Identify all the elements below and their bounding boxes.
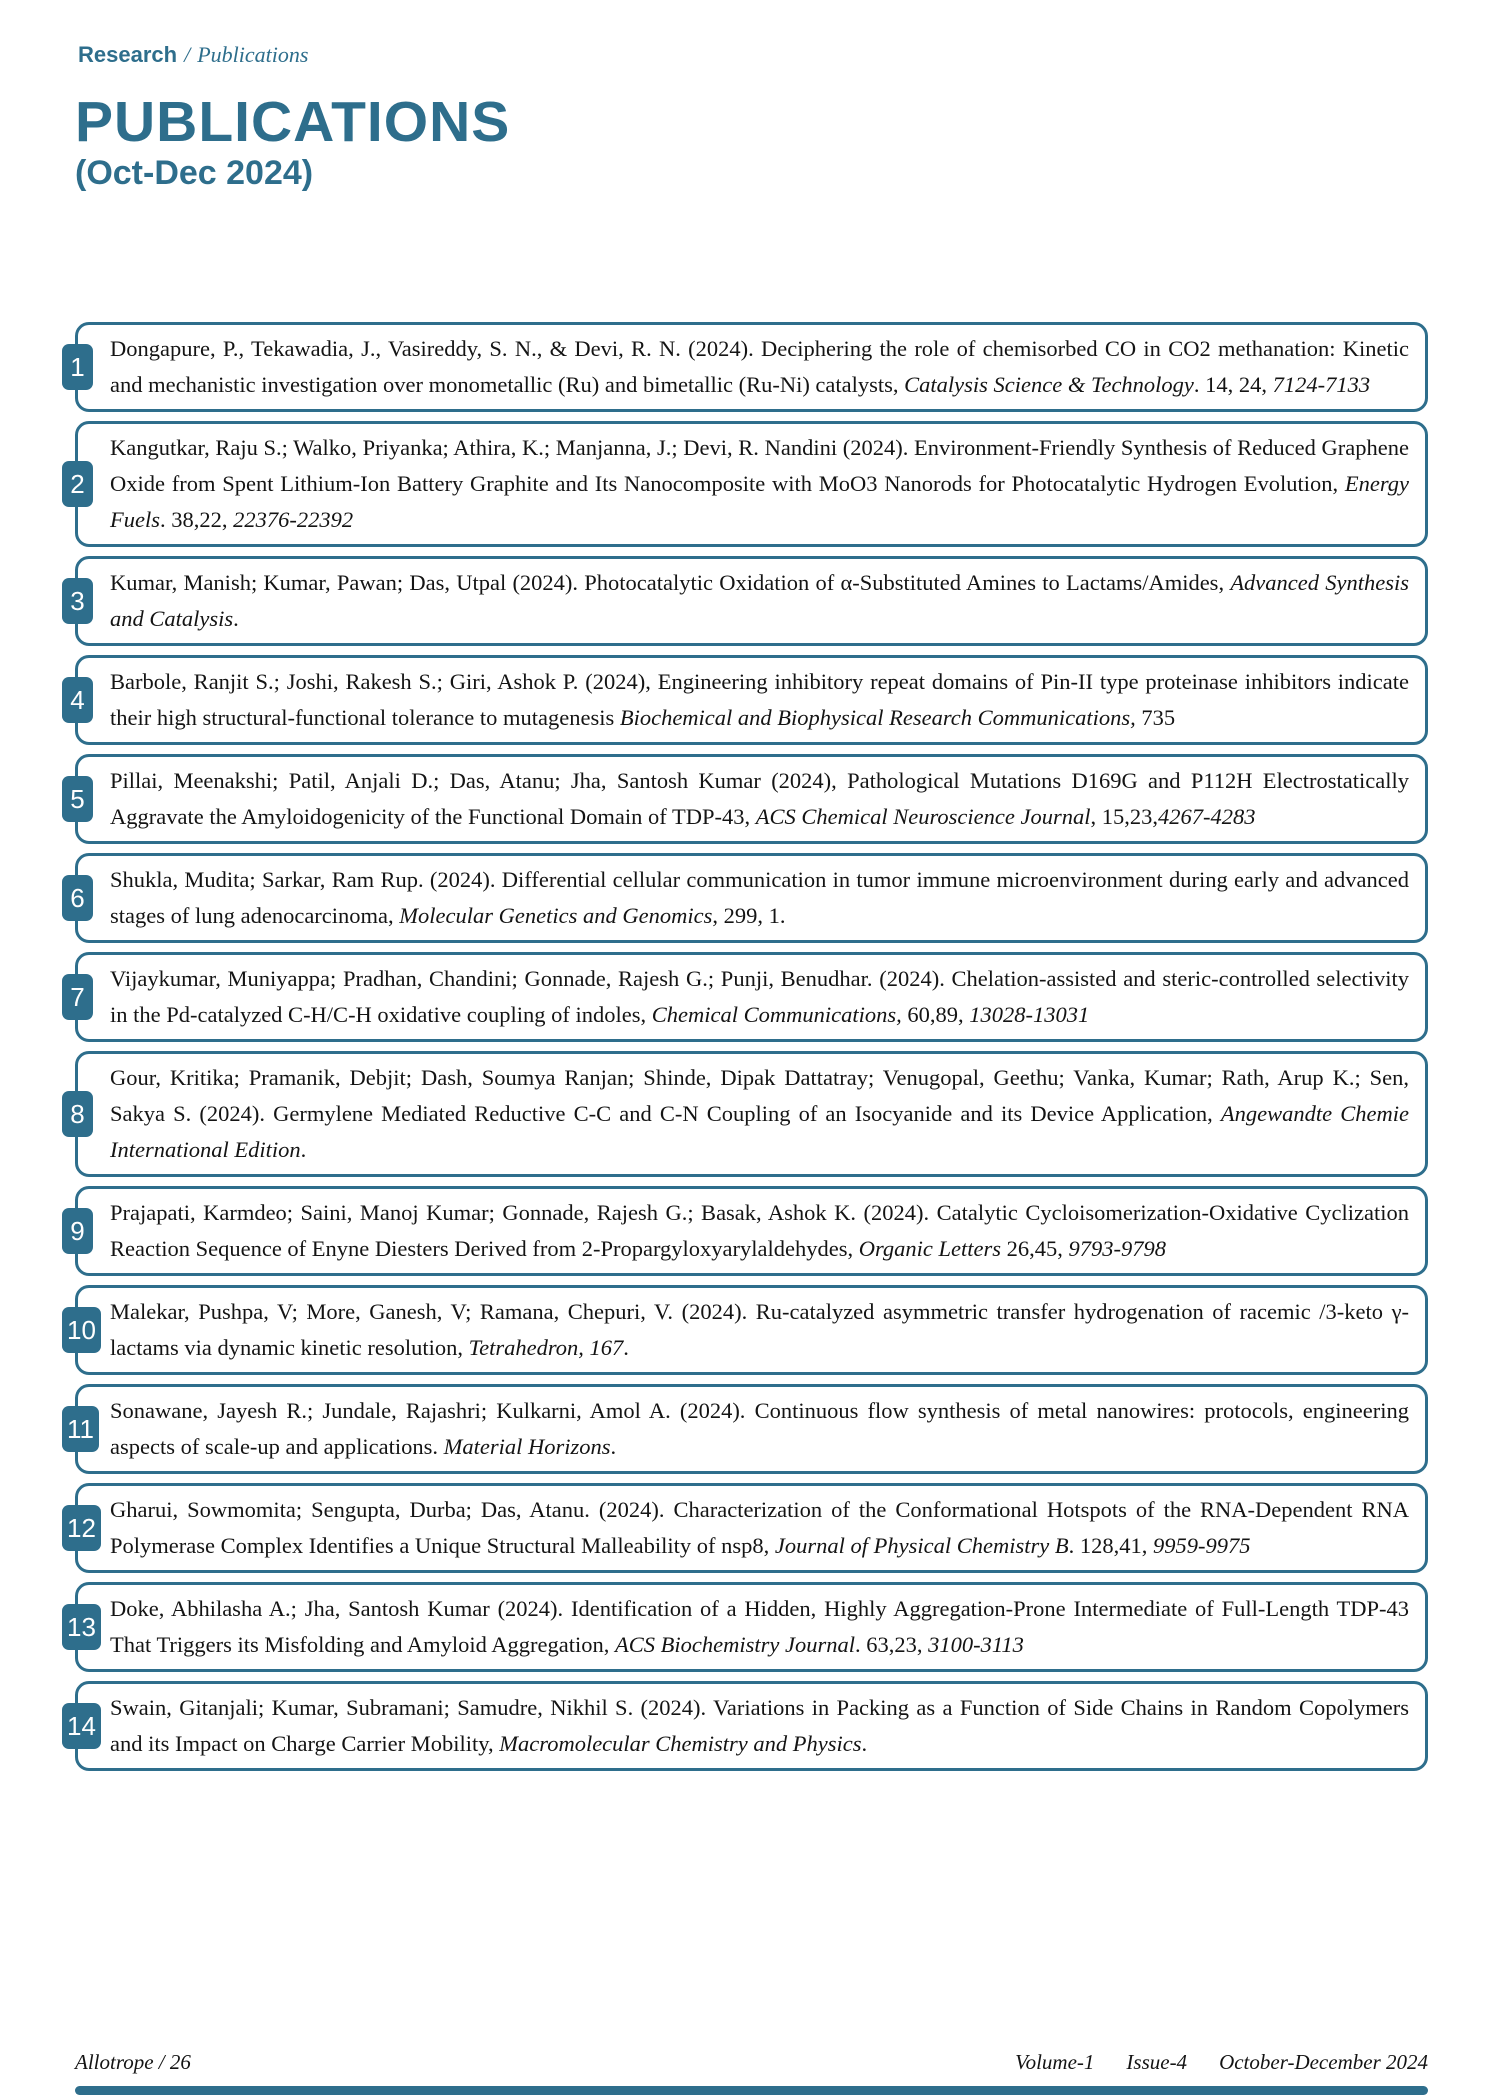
- footer-journal-page: Allotrope / 26: [75, 2050, 191, 2074]
- footer-issue-group: [1015, 2050, 1428, 2075]
- footer-period: October-December 2024: [1219, 2050, 1428, 2074]
- entry-number-badge: 12: [62, 1505, 101, 1551]
- footer-volume: Volume-1: [1015, 2050, 1095, 2074]
- citation-text: Pillai, Meenakshi; Patil, Anjali D.; Das, Atanu; Jha, Santosh Kumar (2024), Pathological Mutations D169G and P112H Electrostatically Aggravate the Amyloidogenicity of the Functional Domain of TDP-43, ACS Chemical Neuroscience Journal, 15,23,4267-4283: [110, 768, 1409, 829]
- publication-entry: [70, 952, 1428, 1042]
- citation-text: Doke, Abhilasha A.; Jha, Santosh Kumar (2024). Identification of a Hidden, Highly Aggregation-Prone Intermediate of Full-Length TDP-43 That Triggers its Misfolding and Amyloid Aggregation, ACS Biochemistry Journal. 63,23, 3100-3113: [110, 1596, 1409, 1657]
- citation-text: Gharui, Sowmomita; Sengupta, Durba; Das, Atanu. (2024). Characterization of the Conformational Hotspots of the RNA-Dependent RNA Polymerase Complex Identifies a Unique Structural Malleability of nsp8, Journal of Physical Chemistry B. 128,41, 9959-9975: [110, 1497, 1409, 1558]
- breadcrumb: [78, 42, 308, 68]
- citation-text: Sonawane, Jayesh R.; Jundale, Rajashri; Kulkarni, Amol A. (2024). Continuous flow synthesis of metal nanowires: protocols, engineering aspects of scale-up and applications. Material Horizons.: [110, 1398, 1409, 1459]
- publication-entry: [70, 655, 1428, 745]
- citation-text: Gour, Kritika; Pramanik, Debjit; Dash, Soumya Ranjan; Shinde, Dipak Dattatray; Venugopal, Geethu; Vanka, Kumar; Rath, Arup K.; Sen, Sakya S. (2024). Germylene Mediated Reductive C-C and C-N Coupling of an Isocyanide and its Device Application, Angewandte Chemie International Edition.: [110, 1065, 1409, 1162]
- citation-text: Dongapure, P., Tekawadia, J., Vasireddy, S. N., & Devi, R. N. (2024). Deciphering the role of chemisorbed CO in CO2 methanation: Kinetic and mechanistic investigation over monometallic (Ru) and bimetallic (Ru-Ni) catalysts, Catalysis Science & Technology. 14, 24, 7124-7133: [110, 336, 1409, 397]
- entry-number-badge: 7: [62, 974, 93, 1020]
- publication-entry: [70, 556, 1428, 646]
- entry-number-badge: 2: [62, 461, 93, 507]
- publication-entry: [70, 853, 1428, 943]
- citation-text: Malekar, Pushpa, V; More, Ganesh, V; Ramana, Chepuri, V. (2024). Ru-catalyzed asymmetric transfer hydrogenation of racemic /3-keto γ-lactams via dynamic kinetic resolution, Tetrahedron, 167.: [110, 1299, 1409, 1360]
- breadcrumb-separator: /: [184, 42, 191, 67]
- publication-entry: [67, 1285, 1428, 1375]
- publication-entry: [70, 1186, 1428, 1276]
- entry-number-badge: 10: [62, 1307, 101, 1353]
- breadcrumb-page: Publications: [197, 42, 309, 67]
- entry-number-badge: 6: [62, 875, 93, 921]
- publication-entry: [70, 754, 1428, 844]
- entry-number-badge: 11: [62, 1406, 99, 1452]
- citation-text: Barbole, Ranjit S.; Joshi, Rakesh S.; Giri, Ashok P. (2024), Engineering inhibitory repeat domains of Pin-II type proteinase inhibitors indicate their high structural-functional tolerance to mutagenesis Biochemical and Biophysical Research Communications, 735: [110, 669, 1409, 730]
- entry-number-badge: 14: [62, 1703, 101, 1749]
- entry-number-badge: 5: [62, 776, 93, 822]
- footer-rule: [75, 2086, 1428, 2095]
- publications-list: [67, 322, 1428, 1771]
- publication-entry: [67, 1483, 1428, 1573]
- citation-text: Prajapati, Karmdeo; Saini, Manoj Kumar; Gonnade, Rajesh G.; Basak, Ashok K. (2024). Catalytic Cycloisomerization-Oxidative Cyclization Reaction Sequence of Enyne Diesters Derived from 2-Propargyloxyarylaldehydes, Organic Letters 26,45, 9793-9798: [110, 1200, 1409, 1261]
- footer-issue: Issue-4: [1126, 2050, 1188, 2074]
- citation-text: Vijaykumar, Muniyappa; Pradhan, Chandini; Gonnade, Rajesh G.; Punji, Benudhar. (2024). Chelation-assisted and steric-controlled selectivity in the Pd-catalyzed C-H/C-H oxidative coupling of indoles, Chemical Communications, 60,89, 13028-13031: [110, 966, 1409, 1027]
- page-footer: [75, 2050, 1428, 2075]
- citation-text: Kangutkar, Raju S.; Walko, Priyanka; Athira, K.; Manjanna, J.; Devi, R. Nandini (2024). Environment-Friendly Synthesis of Reduced Graphene Oxide from Spent Lithium-Ion Battery Graphite and Its Nanocomposite with MoO3 Nanorods for Photocatalytic Hydrogen Evolution, Energy Fuels. 38,22, 22376-22392: [110, 435, 1409, 532]
- citation-text: Kumar, Manish; Kumar, Pawan; Das, Utpal (2024). Photocatalytic Oxidation of α-Substituted Amines to Lactams/Amides, Advanced Synthesis and Catalysis.: [110, 570, 1409, 631]
- publication-entry: [70, 1051, 1428, 1177]
- entry-number-badge: 3: [62, 578, 93, 624]
- entry-number-badge: 1: [62, 344, 93, 390]
- publication-entry: [70, 322, 1428, 412]
- publication-entry: [67, 1582, 1428, 1672]
- entry-number-badge: 4: [62, 677, 93, 723]
- breadcrumb-section[interactable]: Research: [78, 42, 178, 67]
- entry-number-badge: 13: [62, 1604, 101, 1650]
- publication-entry: [67, 1681, 1428, 1771]
- publication-entry: [67, 1384, 1428, 1474]
- citation-text: Shukla, Mudita; Sarkar, Ram Rup. (2024). Differential cellular communication in tumor immune microenvironment during early and advanced stages of lung adenocarcinoma, Molecular Genetics and Genomics, 299, 1.: [110, 867, 1409, 928]
- page-subtitle: (Oct-Dec 2024): [75, 154, 314, 192]
- page-title: PUBLICATIONS: [75, 90, 511, 154]
- entry-number-badge: 9: [62, 1208, 93, 1254]
- entry-number-badge: 8: [62, 1091, 93, 1137]
- publication-entry: [70, 421, 1428, 547]
- citation-text: Swain, Gitanjali; Kumar, Subramani; Samudre, Nikhil S. (2024). Variations in Packing as a Function of Side Chains in Random Copolymers and its Impact on Charge Carrier Mobility, Macromolecular Chemistry and Physics.: [110, 1695, 1409, 1756]
